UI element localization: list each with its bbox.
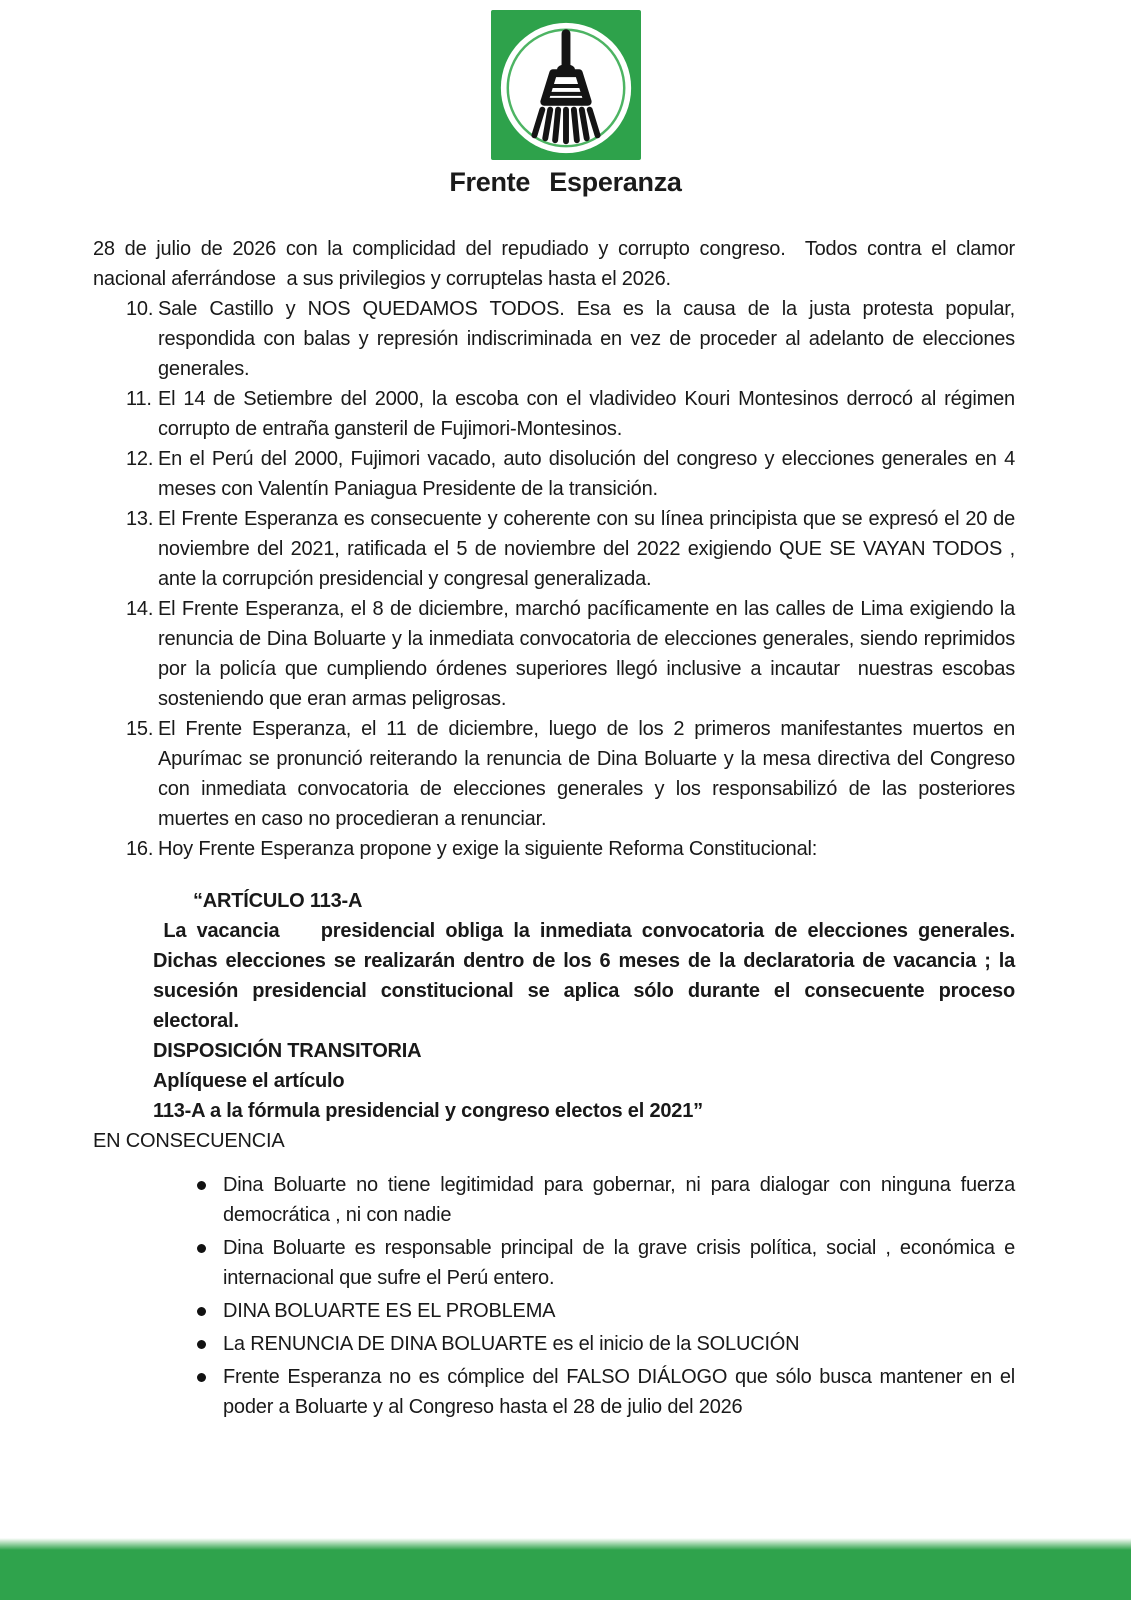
list-text: El 14 de Setiembre del 2000, la escoba con el vladivideo Kouri Montesinos derrocó al régimen corrupto de entraña gansteril de Fujimori-Montesinos.: [158, 388, 1021, 440]
list-item-13: [126, 504, 1021, 594]
list-item-9-continuation: 28 de julio de 2026 con la complicidad del repudiado y corrupto congreso. Todos contra el clamor nacional aferrándose a sus privilegios y corruptelas hasta el 2026.: [93, 238, 1021, 290]
bullet-item-3: [197, 1296, 1015, 1326]
bullet-text: La RENUNCIA DE DINA BOLUARTE es el inicio de la SOLUCIÓN: [223, 1333, 800, 1355]
article-heading: “ARTÍCULO 113-A: [193, 890, 363, 912]
bullet-text: Dina Boluarte es responsable principal de la grave crisis política, social , económica e internacional que sufre el Perú entero.: [223, 1237, 1021, 1289]
bullet-icon: [197, 1170, 223, 1230]
list-text: El Frente Esperanza, el 11 de diciembre, luego de los 2 primeros manifestantes muertos en Apurímac se pronunció reiterando la renuncia de Dina Boluarte y la mesa directiva del Congreso con inmediata convocatoria de elecciones generales y los responsabilizó de las posteriores muertes en caso no procedieran a renunciar.: [158, 718, 1021, 830]
list-number: 13.: [126, 508, 154, 530]
bullet-text: Dina Boluarte no tiene legitimidad para gobernar, ni para dialogar con ninguna fuerza democrática , ni con nadie: [223, 1174, 1021, 1226]
logo: [491, 10, 641, 162]
transitoria-line-2: 113-A a la fórmula presidencial y congreso electos el 2021”: [153, 1100, 703, 1122]
bullet-icon: [197, 1362, 223, 1422]
bullet-icon: [197, 1296, 223, 1326]
bullet-item-4: [197, 1329, 1015, 1359]
list-text: Sale Castillo y NOS QUEDAMOS TODOS. Esa es la causa de la justa protesta popular, respondida con balas y represión indiscriminada en vez de proceder al adelanto de elecciones generales.: [158, 298, 1021, 380]
list-text: En el Perú del 2000, Fujimori vacado, auto disolución del congreso y elecciones generales en 4 meses con Valentín Paniagua Presidente de la transición.: [158, 448, 1021, 500]
list-text: Hoy Frente Esperanza propone y exige la siguiente Reforma Constitucional:: [158, 838, 818, 860]
list-item-10: [126, 294, 1021, 384]
bullet-text: Frente Esperanza no es cómplice del FALSO DIÁLOGO que sólo busca mantener en el poder a Boluarte y al Congreso hasta el 28 de julio del 2026: [223, 1366, 1021, 1418]
consequence-heading: EN CONSECUENCIA: [93, 1130, 285, 1152]
logo-wordmark: Frente Esperanza: [449, 167, 682, 197]
list-item-14: [126, 594, 1021, 714]
list-item-16: [126, 834, 1015, 864]
list-number: 16.: [126, 838, 154, 860]
bullet-item-1: [197, 1170, 1021, 1230]
document-body: [0, 198, 1131, 1422]
list-item-15: [126, 714, 1021, 834]
transitoria-line-1: Aplíquese el artículo: [153, 1070, 345, 1092]
bullet-text: DINA BOLUARTE ES EL PROBLEMA: [223, 1300, 556, 1322]
bullet-item-5: [197, 1362, 1021, 1422]
list-number: 15.: [126, 718, 154, 740]
bullet-icon: [197, 1233, 223, 1293]
list-number: 10.: [126, 298, 154, 320]
transitoria-heading: DISPOSICIÓN TRANSITORIA: [153, 1040, 422, 1062]
list-number: 11.: [126, 388, 152, 410]
reform-proposal: [153, 886, 1021, 1126]
broom-icon: [491, 10, 641, 162]
article-body: La vacancia presidencial obliga la inmediata convocatoria de elecciones generales. Dichas elecciones se realizarán dentro de los 6 meses de la declaratoria de vacancia ; la sucesión presidencial constitucional se aplica sólo durante el consecuente proceso electoral.: [153, 920, 1021, 1032]
list-number: 14.: [126, 598, 154, 620]
list-text: El Frente Esperanza es consecuente y coherente con su línea principista que se expresó el 20 de noviembre del 2021, ratificada el 5 de noviembre del 2022 exigiendo QUE SE VAYAN TODOS , ante la corrupción presidencial y congresal generalizada.: [158, 508, 1021, 590]
footer-band: [0, 1538, 1131, 1600]
header: [0, 0, 1131, 198]
list-text: El Frente Esperanza, el 8 de diciembre, marchó pacíficamente en las calles de Lima exigiendo la renuncia de Dina Boluarte y la inmediata convocatoria de elecciones generales, siendo reprimidos por la policía que cumpliendo órdenes superiores llegó inclusive a incautar nuestras escobas sosteniendo que eran armas peligrosas.: [158, 598, 1021, 710]
list-item-11: [126, 384, 1021, 444]
list-number: 12.: [126, 448, 154, 470]
list-item-12: [126, 444, 1021, 504]
bullet-item-2: [197, 1233, 1021, 1293]
consequence-list: [93, 1170, 1021, 1422]
bullet-icon: [197, 1329, 223, 1359]
